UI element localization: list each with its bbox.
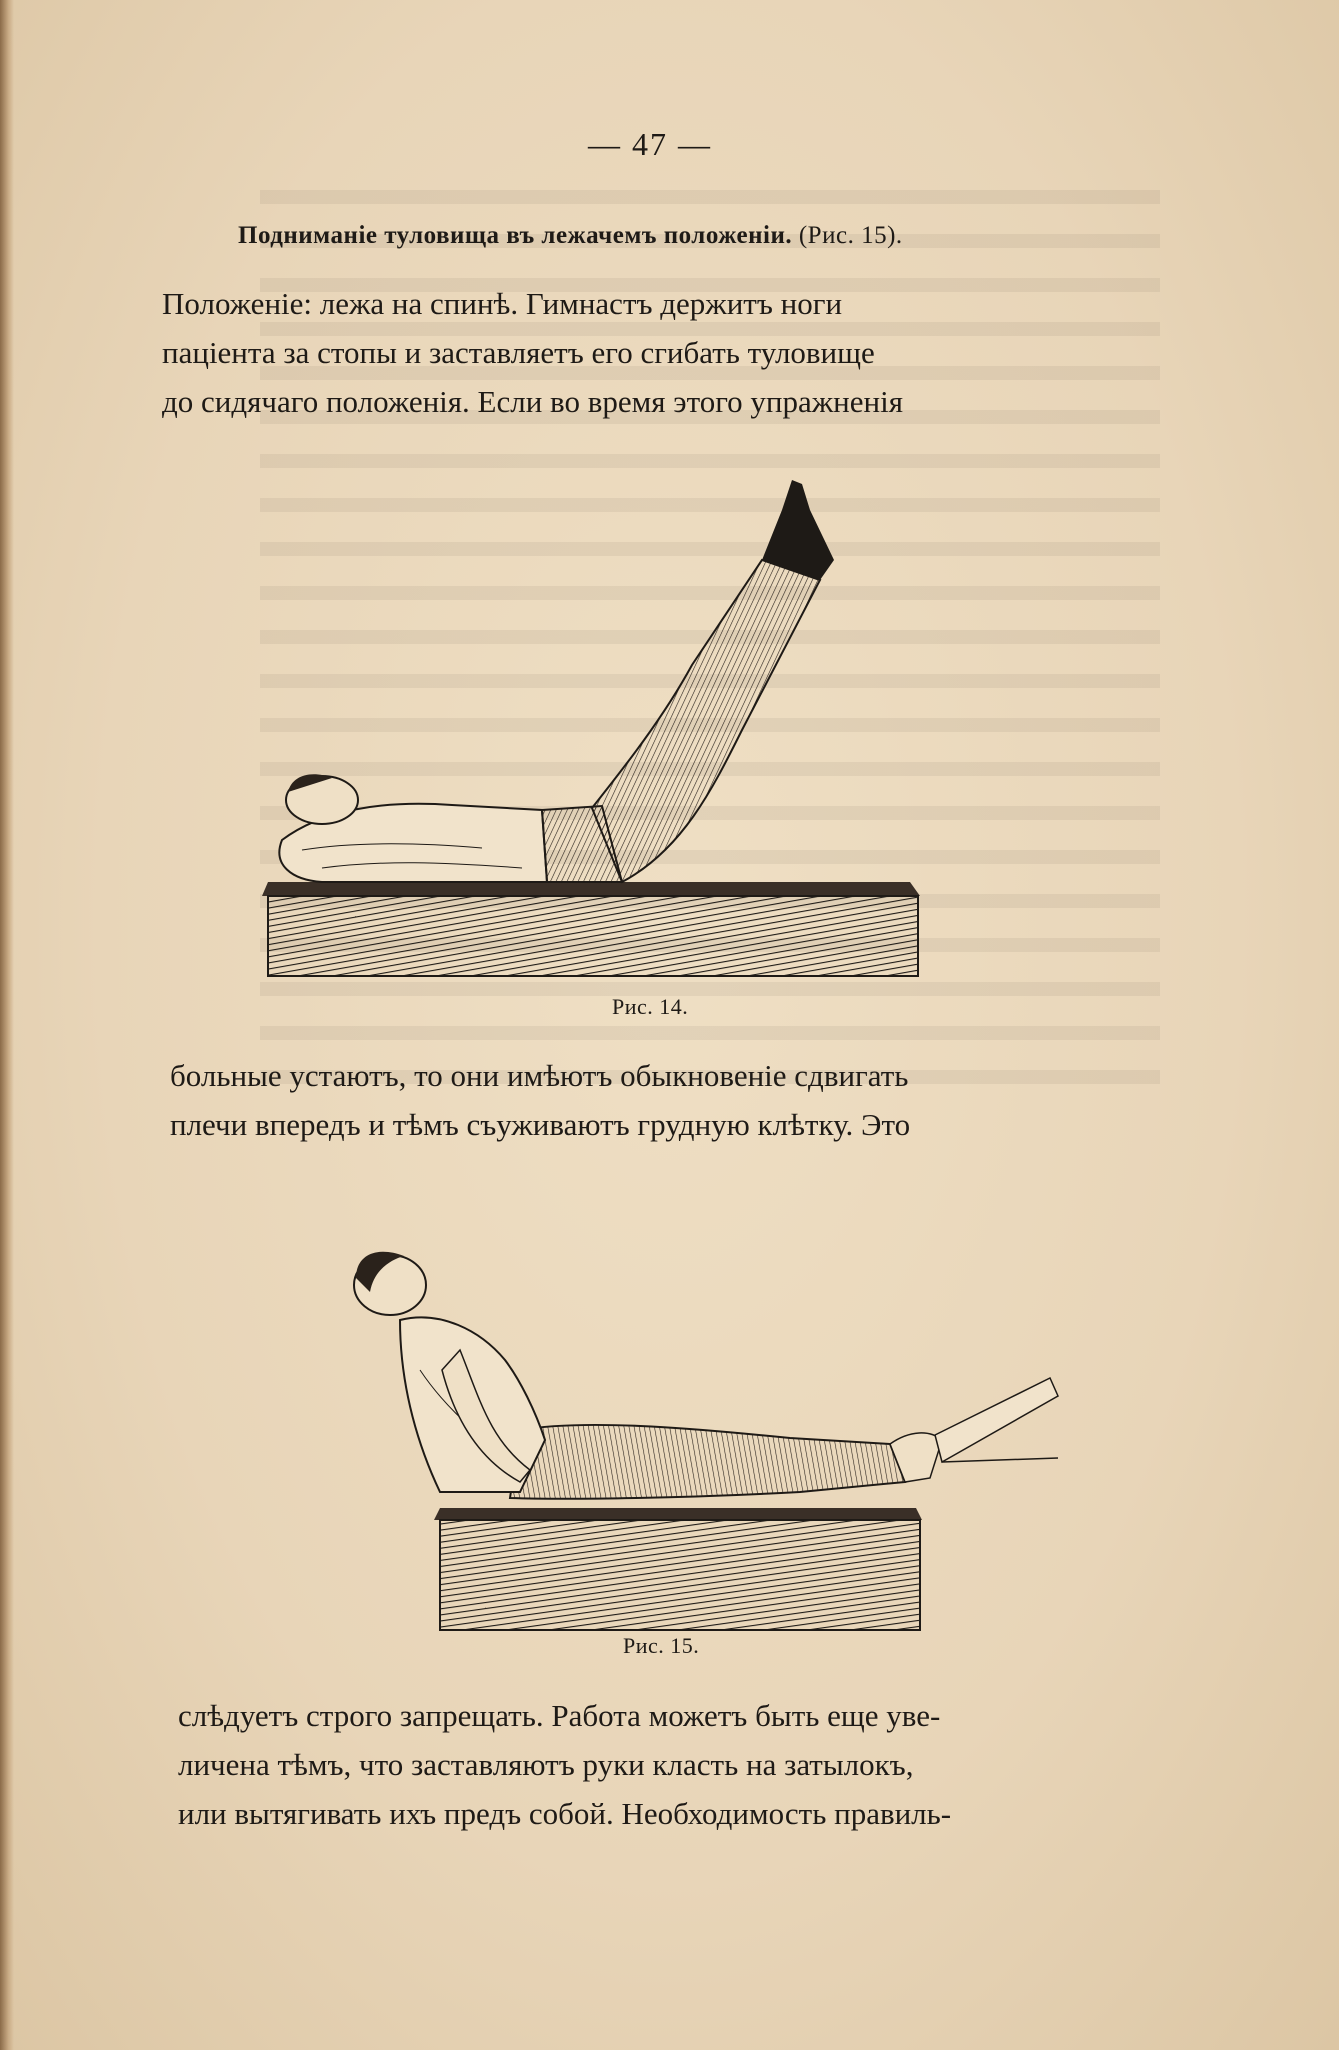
bench-top	[434, 1508, 922, 1520]
text-line: личена тѣмъ, что заставляютъ руки класть на затылокъ,	[178, 1747, 914, 1782]
text-line: слѣдуетъ строго запрещать. Работа можетъ быть еще уве-	[178, 1698, 941, 1733]
text-line: Положеніе: лежа на спинѣ. Гимнастъ держитъ ноги	[162, 286, 843, 321]
raised-legs	[592, 560, 820, 882]
figure-14-caption: Рис. 14.	[612, 994, 689, 1019]
text-line: паціента за стопы и заставляетъ его сгибать туловище	[162, 335, 875, 370]
bench-top	[262, 882, 920, 896]
section-heading-title: Подниманіе туловища въ лежачемъ положеніи.	[238, 222, 793, 249]
text-line: до сидячаго положенія. Если во время этого упражненія	[162, 384, 903, 419]
gymnast-sleeve	[935, 1378, 1058, 1462]
legs	[510, 1425, 905, 1499]
text-line: больные устаютъ, то они имѣютъ обыкновеніе сдвигать	[170, 1058, 909, 1093]
paragraph-intro	[162, 279, 1142, 426]
book-spine-shadow	[0, 0, 14, 2050]
section-heading-figure-ref: (Рис. 15).	[798, 222, 903, 249]
section-heading	[238, 222, 1138, 250]
figure-15-illustration	[330, 1230, 1070, 1640]
bench-body	[268, 896, 918, 976]
paragraph-closing	[178, 1691, 1163, 1838]
figure-15-caption: Рис. 15.	[623, 1633, 700, 1658]
paragraph-continuation	[170, 1051, 1150, 1149]
text-line: или вытягивать ихъ предъ собой. Необходимость правиль-	[178, 1796, 952, 1831]
bench-body	[440, 1520, 920, 1630]
text-line: плечи впередъ и тѣмъ съуживаютъ грудную клѣтку. Это	[170, 1107, 911, 1142]
figure-14-illustration	[262, 470, 922, 990]
page-number: — 47 —	[588, 126, 712, 162]
